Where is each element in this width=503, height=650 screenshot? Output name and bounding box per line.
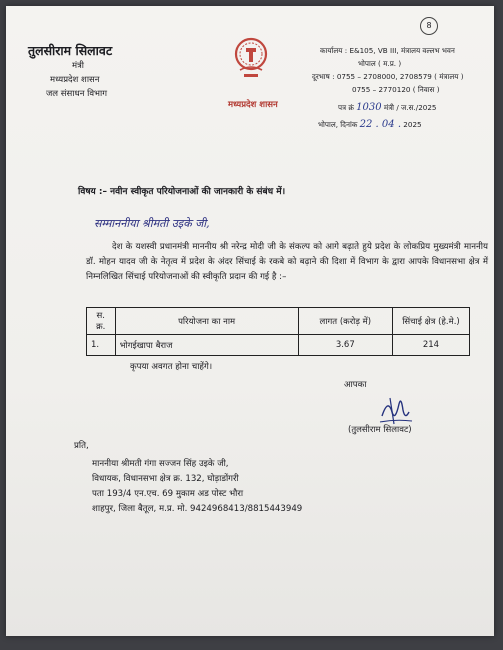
cell-irrigation-area: 214 <box>392 335 469 356</box>
letter-number: पत्र क्रं 1030 मंत्री / ज.स./2025 <box>338 102 437 113</box>
letter-body <box>86 240 488 285</box>
col-project-name: परियोजना का नाम <box>115 308 298 335</box>
col-serial: स. क्र. <box>87 308 116 335</box>
table-row <box>87 335 470 356</box>
body-paragraph: देश के यशस्वी प्रधानमंत्री माननीय श्री नरेन्द्र मोदी जी के संकल्प को आगे बढ़ाते हुये प्रदेश के लोकप्रिय मुख्यमंत्री माननीय डॉ. मोहन यादव जी के नेतृत्व में प्रदेश के अंदर सिंचाई के रकबे को बढ़ाने की दिशा में विभाग के द्वारा आपके विधानसभा क्षेत्र में निम्नलिखित सिंचाई परियोजनाओं की स्वीकृति प्रदान की गई है :– <box>86 242 488 282</box>
state-label: मध्यप्रदेश शासन <box>228 100 278 110</box>
address-line-3: पता 193/4 एन.एच. 69 मुकाम अड पोस्ट भौरा <box>92 489 244 499</box>
office-line-2: भोपाल ( म.प्र. ) <box>358 59 402 68</box>
phone-line-2: 0755 – 2770120 ( निवास ) <box>352 85 440 94</box>
salutation: सम्माननीया श्रीमती उइके जी, <box>94 217 210 230</box>
table-header-row <box>87 308 470 335</box>
recipient-label: प्रति, <box>74 441 89 451</box>
sender-post: मंत्री <box>72 61 84 71</box>
address-line-1: माननीया श्रीमती गंगा सज्जन सिंह उइके जी, <box>92 459 229 469</box>
letter-page <box>6 6 494 636</box>
office-line-1: कार्यालय : E&105, VB III, मंत्रालय वल्लभ भवन <box>320 46 455 55</box>
stamp-mark: 8 <box>420 17 438 35</box>
sign-off: आपका <box>344 380 367 390</box>
letter-date: भोपाल, दिनांक 22 . 04 . 2025 <box>318 119 422 130</box>
signature-icon <box>376 392 416 428</box>
col-irrigation-area: सिंचाई क्षेत्र (हे.मे.) <box>392 308 469 335</box>
cell-cost: 3.67 <box>298 335 392 356</box>
projects-table <box>86 307 470 356</box>
state-emblem-icon <box>232 36 270 84</box>
cell-project-name: भोगईखापा बैराज <box>115 335 298 356</box>
cell-serial: 1. <box>87 335 116 356</box>
closing-line: कृपया अवगत होना चाहेंगे। <box>130 362 213 372</box>
address-line-4: शाहपुर, जिला बैतूल, म.प्र. मो. 9424968413/8815443949 <box>92 504 303 514</box>
phone-line-1: दूरभाष : 0755 – 2708000, 2708579 ( मंत्रालय ) <box>312 72 464 81</box>
address-line-2: विधायक, विधानसभा क्षेत्र क्र. 132, घोड़ाडोंगरी <box>92 474 239 484</box>
subject-line: विषय :– नवीन स्वीकृत परियोजनाओं की जानकारी के संबंध में। <box>78 187 286 197</box>
col-cost: लागत (करोड़ में) <box>298 308 392 335</box>
sender-govt: मध्यप्रदेश शासन <box>50 75 100 85</box>
sender-name: तुलसीराम सिलावट <box>28 43 113 58</box>
signatory-name: (तुलसीराम सिलावट) <box>348 425 412 435</box>
sender-department: जल संसाधन विभाग <box>46 89 108 99</box>
